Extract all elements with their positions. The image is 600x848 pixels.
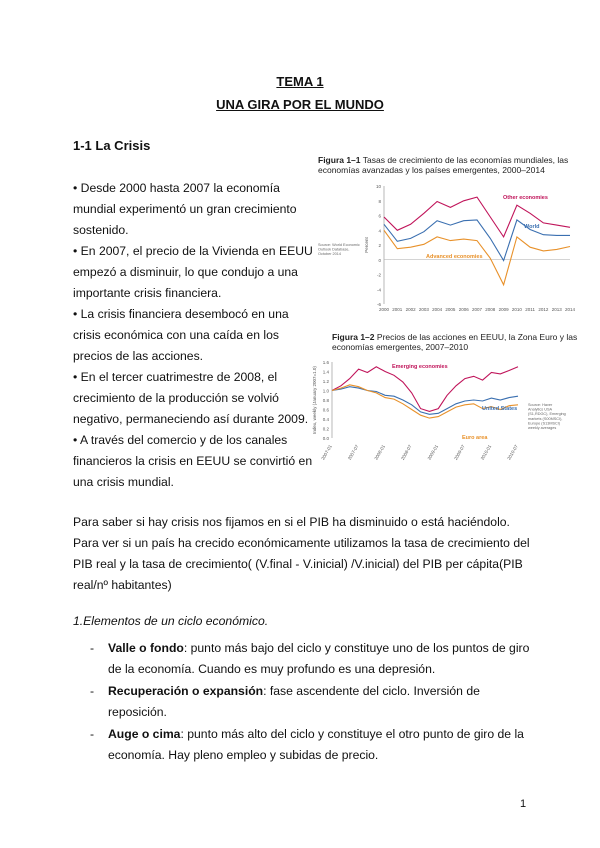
x-tick-label: 2003 [418, 307, 429, 312]
x-tick-label: 2008-01 [373, 444, 387, 461]
list-item [90, 724, 530, 766]
y-tick-label: -2 [376, 272, 381, 278]
paragraph-growth: Para ver si un país ha crecido económicamente utilizamos la tasa de crecimiento del PIB real y la tasa de crecimiento( (V.final - V.inicial) /V.inicial) del PIB per cápita(PIB real/nº habitantes) [73, 536, 530, 592]
x-tick-label: 2012 [538, 307, 549, 312]
series-line-emerging-economies [332, 367, 518, 412]
series-label: World [524, 224, 540, 230]
x-tick-label: 2008 [485, 307, 496, 312]
page-title: TEMA 1 [276, 74, 324, 89]
bullet-item: • En el tercer cuatrimestre de 2008, el crecimiento de la producción se volvió negativo, permaneciendo así durante 2009. [73, 370, 309, 426]
y-tick-label: 0.0 [322, 436, 329, 441]
x-tick-label: 2006 [458, 307, 469, 312]
x-tick-label: 2004 [432, 307, 443, 312]
y-tick-label: 0.2 [322, 426, 329, 432]
y-tick-label: 1.2 [322, 379, 329, 384]
bullet-item: • En 2007, el precio de la Vivienda en EEUU empezó a disminuir, lo que condujo a una importante crisis financiera. [73, 244, 313, 300]
figure-source-line: Source: Haver [528, 403, 553, 407]
x-tick-label: 2001 [392, 307, 403, 312]
y-tick-label: 10 [375, 184, 381, 189]
y-tick-label: 0.4 [322, 417, 329, 422]
figure-1-2-chart [312, 354, 584, 466]
dash-marker: - [90, 684, 95, 698]
figure-1-1-chart [318, 178, 580, 318]
x-tick-label: 2007-01 [320, 444, 333, 461]
x-tick-label: 2007 [471, 307, 483, 312]
list-item-text: : fase ascendente del ciclo. Inversión de reposición. [108, 684, 480, 719]
body-paragraphs [73, 512, 533, 596]
x-tick-label: 2010 [511, 307, 522, 312]
figure-source-line: Outlook Database, [318, 247, 350, 252]
list-item-term: Valle o fondo [108, 641, 184, 655]
figure-1-1 [318, 155, 580, 318]
x-tick-label: 2007-07 [346, 444, 360, 461]
figure-source-line: October 2014 [318, 252, 342, 257]
list-item-text: : punto más alto del ciclo y constituye el otro punto de giro de la economía. Hay pleno empleo y subidas de precio. [108, 727, 524, 762]
figure-1-2-caption-text: Precios de las acciones en EEUU, la Zona Euro y las economías emergentes, 2007–2010 [332, 332, 578, 352]
section-heading-cycle: 1.Elementos de un ciclo económico. [73, 614, 269, 628]
x-tick-label: 2010-01 [479, 444, 493, 461]
x-tick-label: 2008-07 [399, 444, 413, 461]
y-tick-label: -4 [376, 287, 381, 293]
x-tick-label: 2000 [378, 307, 390, 312]
x-tick-label: 2013 [551, 307, 562, 312]
series-label: Euro area [462, 435, 488, 441]
page-subtitle: UNA GIRA POR EL MUNDO [216, 97, 384, 112]
series-label: Advanced economies [426, 254, 483, 260]
bullet-item: • A través del comercio y de los canales financieros la crisis en EEUU se convirtió en una crisis mundial. [73, 433, 313, 489]
figure-source-line: Source: World Economic [318, 243, 360, 247]
figure-source-line: (S1,RDGC), Emerging [528, 412, 566, 417]
list-item-term: Auge o cima [108, 727, 181, 741]
dash-marker: - [90, 727, 95, 741]
x-tick-label: 2009-01 [426, 444, 440, 461]
y-tick-label: 1.4 [322, 369, 329, 375]
list-item-text: : punto más bajo del ciclo y constituye uno de los puntos de giro de la economía. Cuando es muy profundo es una depresión. [108, 641, 530, 676]
y-tick-label: 1.6 [322, 360, 329, 365]
series-label: United States [482, 406, 518, 412]
figure-source-line: markets (S00MSCI), [528, 416, 563, 421]
list-item-term: Recuperación o expansión [108, 684, 264, 698]
y-tick-label: 0 [378, 257, 381, 263]
y-tick-label: 1.0 [322, 388, 329, 394]
figure-1-1-label: Figura 1–1 [318, 155, 361, 165]
figure-source-line: weekly averages [528, 426, 557, 430]
figure-1-2-label: Figura 1–2 [332, 332, 375, 342]
x-tick-label: 2002 [405, 307, 416, 312]
x-tick-label: 2011 [525, 307, 535, 312]
y-tick-label: 2 [378, 243, 381, 248]
series-line-emerging-and-developing-economies [384, 197, 570, 237]
paragraph-pib: Para saber si hay crisis nos fijamos en si el PIB ha disminuido o está haciéndolo. [73, 515, 510, 529]
figure-1-2 [312, 332, 584, 466]
y-tick-label: 0.8 [322, 398, 329, 403]
figure-source [528, 403, 566, 430]
x-tick-label: 2014 [564, 307, 576, 312]
y-tick-label: 6 [378, 213, 381, 219]
y-axis-label: Index, weekly (January 2007=1.0) [312, 366, 317, 434]
y-tick-label: -6 [376, 302, 381, 307]
page-number: 1 [520, 798, 527, 810]
figure-source [318, 243, 360, 256]
bullet-item: • La crisis financiera desembocó en una crisis económica con una caída en los precios de las acciones. [73, 307, 289, 363]
y-tick-label: 4 [378, 228, 381, 234]
list-item [90, 681, 530, 723]
series-label: Other economies [503, 195, 548, 201]
cycle-elements-list [90, 638, 530, 767]
section-heading-crisis: 1-1 La Crisis [73, 138, 151, 153]
figure-1-1-caption-text: Tasas de crecimiento de las economías mundiales, las economías avanzadas y los países emergentes, 2000–2014 [318, 155, 569, 175]
figure-source-line: Europe (S13MSCI) [528, 421, 561, 426]
series-label: Emerging economies [392, 364, 448, 370]
y-tick-label: 0.6 [322, 407, 329, 413]
x-tick-label: 2010-07 [506, 444, 519, 461]
figure-1-2-caption [312, 332, 584, 352]
figure-1-1-caption [318, 155, 580, 175]
figure-source-line: Analytics USA [528, 407, 553, 412]
list-item [90, 638, 530, 680]
crisis-bullets [73, 178, 313, 493]
y-tick-label: 8 [378, 198, 381, 204]
y-axis-label: Percent [364, 237, 369, 253]
x-tick-label: 2005 [445, 307, 456, 312]
x-tick-label: 2009-07 [453, 444, 466, 461]
x-tick-label: 2009 [498, 307, 509, 312]
bullet-item: • Desde 2000 hasta 2007 la economía mundial experimentó un gran crecimiento sostenido. [73, 181, 297, 237]
dash-marker: - [90, 641, 95, 655]
